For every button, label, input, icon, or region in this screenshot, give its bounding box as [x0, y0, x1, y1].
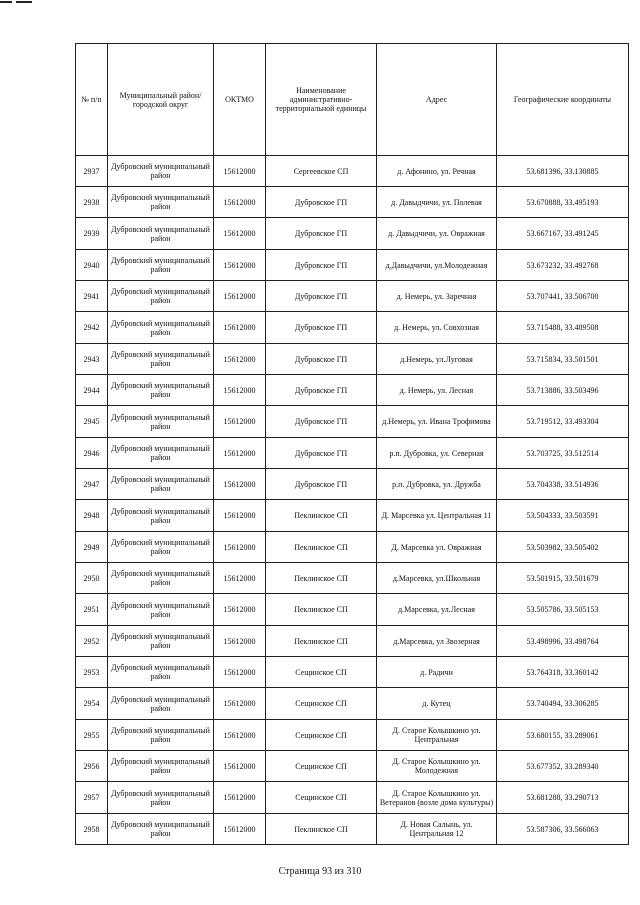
cell-district: Дубровский муниципальный район	[108, 187, 214, 218]
page-number	[0, 866, 640, 877]
cell-coords: 53.681288, 33.290713	[497, 782, 629, 814]
cell-address: д. Немерь, ул. Лесная	[377, 375, 497, 406]
cell-coords: 53.505786, 33.505153	[497, 594, 629, 626]
cell-num: 2956	[76, 751, 108, 782]
cell-address: д.Немерь, ул. Ивана Трофимова	[377, 406, 497, 438]
table-row	[76, 156, 629, 187]
cell-oktmo: 15612000	[214, 281, 266, 312]
cell-unit: Пеклинское СП	[266, 563, 377, 594]
cell-address: Д. Старое Колышкино ул. Ветеранов (возле дома культуры)	[377, 782, 497, 814]
cell-oktmo: 15612000	[214, 563, 266, 594]
cell-unit: Дубровское ГП	[266, 406, 377, 438]
cell-district: Дубровский муниципальный район	[108, 782, 214, 814]
cell-coords: 53.673232, 33.492768	[497, 250, 629, 281]
table-row	[76, 594, 629, 626]
cell-unit: Дубровское ГП	[266, 438, 377, 469]
cell-coords: 53.498996, 33.498764	[497, 626, 629, 657]
cell-address: д. Немерь, ул. Совхозная	[377, 312, 497, 344]
cell-oktmo: 15612000	[214, 751, 266, 782]
cell-district: Дубровский муниципальный район	[108, 500, 214, 532]
cell-coords: 53.703725, 33.512514	[497, 438, 629, 469]
cell-coords: 53.764318, 33.360142	[497, 657, 629, 688]
cell-num: 2949	[76, 532, 108, 563]
cell-district: Дубровский муниципальный район	[108, 657, 214, 688]
cell-address: д.Давыдчичи, ул.Молодежная	[377, 250, 497, 281]
cell-unit: Сещинское СП	[266, 720, 377, 751]
table-row	[76, 469, 629, 500]
cell-num: 2954	[76, 688, 108, 720]
cell-address: Д. Старое Колышкино ул. Центральная	[377, 720, 497, 751]
cell-address: д.Марсевка, ул.Лесная	[377, 594, 497, 626]
cell-district: Дубровский муниципальный район	[108, 594, 214, 626]
table-row	[76, 751, 629, 782]
cell-oktmo: 15612000	[214, 375, 266, 406]
table-row	[76, 312, 629, 344]
cell-address: д.Марсевка, ул Звозерная	[377, 626, 497, 657]
cell-address: д. Немерь, ул. Заречная	[377, 281, 497, 312]
table-row	[76, 532, 629, 563]
cell-oktmo: 15612000	[214, 218, 266, 250]
cell-unit: Сещинское СП	[266, 782, 377, 814]
cell-district: Дубровский муниципальный район	[108, 156, 214, 187]
cell-coords: 53.707441, 33.506700	[497, 281, 629, 312]
cell-unit: Дубровское ГП	[266, 218, 377, 250]
cell-oktmo: 15612000	[214, 312, 266, 344]
cell-coords: 53.715834, 33.501501	[497, 344, 629, 375]
table-row	[76, 250, 629, 281]
page-current: 93	[322, 866, 333, 877]
cell-num: 2940	[76, 250, 108, 281]
cell-unit: Сещинское СП	[266, 751, 377, 782]
header-unit: Наименование административно-территориальной единицы	[266, 44, 377, 156]
table-row	[76, 626, 629, 657]
table-row	[76, 281, 629, 312]
cell-num: 2937	[76, 156, 108, 187]
cell-oktmo: 15612000	[214, 532, 266, 563]
cell-address: р.п. Дубровка, ул. Северная	[377, 438, 497, 469]
table-row	[76, 406, 629, 438]
cell-district: Дубровский муниципальный район	[108, 312, 214, 344]
cell-num: 2953	[76, 657, 108, 688]
table-row	[76, 344, 629, 375]
cell-unit: Дубровское ГП	[266, 469, 377, 500]
cell-coords: 53.667167, 33.491245	[497, 218, 629, 250]
cell-oktmo: 15612000	[214, 594, 266, 626]
cell-address: д. Давыдчичи, ул. Овражная	[377, 218, 497, 250]
table-row	[76, 688, 629, 720]
table-header	[76, 44, 629, 156]
cell-unit: Сергеевское СП	[266, 156, 377, 187]
table-body	[76, 156, 629, 845]
cell-coords: 53.587306, 33.566063	[497, 814, 629, 845]
cell-unit: Сещинское СП	[266, 657, 377, 688]
cell-coords: 53.740494, 33.306285	[497, 688, 629, 720]
cell-oktmo: 15612000	[214, 720, 266, 751]
cell-unit: Пеклинское СП	[266, 532, 377, 563]
cell-district: Дубровский муниципальный район	[108, 563, 214, 594]
cell-coords: 53.680155, 33.289061	[497, 720, 629, 751]
cell-num: 2946	[76, 438, 108, 469]
cell-unit: Пеклинское СП	[266, 594, 377, 626]
cell-coords: 53.677352, 33.289340	[497, 751, 629, 782]
cell-unit: Пеклинское СП	[266, 814, 377, 845]
cell-coords: 53.681396, 33.130885	[497, 156, 629, 187]
cell-num: 2942	[76, 312, 108, 344]
cell-num: 2944	[76, 375, 108, 406]
cell-num: 2952	[76, 626, 108, 657]
cell-coords: 53.713886, 33.503496	[497, 375, 629, 406]
cell-district: Дубровский муниципальный район	[108, 626, 214, 657]
header-district: Муниципальный район/городской округ	[108, 44, 214, 156]
cell-oktmo: 15612000	[214, 500, 266, 532]
table-row	[76, 218, 629, 250]
cell-num: 2958	[76, 814, 108, 845]
cell-district: Дубровский муниципальный район	[108, 438, 214, 469]
header-address: Адрес	[377, 44, 497, 156]
cell-oktmo: 15612000	[214, 688, 266, 720]
cell-coords: 53.715488, 33.489508	[497, 312, 629, 344]
cell-district: Дубровский муниципальный район	[108, 250, 214, 281]
cell-unit: Дубровское ГП	[266, 375, 377, 406]
cell-num: 2957	[76, 782, 108, 814]
cell-unit: Пеклинское СП	[266, 626, 377, 657]
cell-oktmo: 15612000	[214, 626, 266, 657]
cell-district: Дубровский муниципальный район	[108, 814, 214, 845]
cell-num: 2938	[76, 187, 108, 218]
cell-unit: Дубровское ГП	[266, 312, 377, 344]
cell-district: Дубровский муниципальный район	[108, 688, 214, 720]
page-of: из	[334, 866, 344, 877]
cell-address: д. Радичи	[377, 657, 497, 688]
cell-address: Д. Марсевка ул. Центральная 11	[377, 500, 497, 532]
table-row	[76, 563, 629, 594]
cell-coords: 53.670888, 33.495193	[497, 187, 629, 218]
header-coords: Географические координаты	[497, 44, 629, 156]
cell-address: Д. Старое Колышкино ул. Молодежная	[377, 751, 497, 782]
table-row	[76, 375, 629, 406]
page-total: 310	[346, 866, 362, 877]
cell-oktmo: 15612000	[214, 187, 266, 218]
cell-district: Дубровский муниципальный район	[108, 751, 214, 782]
header-num: № п/п	[76, 44, 108, 156]
cell-coords: 53.704338, 33.514936	[497, 469, 629, 500]
cell-unit: Дубровское ГП	[266, 187, 377, 218]
table-row	[76, 500, 629, 532]
cell-num: 2951	[76, 594, 108, 626]
cell-unit: Дубровское ГП	[266, 281, 377, 312]
cell-unit: Дубровское ГП	[266, 344, 377, 375]
table-row	[76, 814, 629, 845]
cell-num: 2941	[76, 281, 108, 312]
table-row	[76, 187, 629, 218]
cell-unit: Дубровское ГП	[266, 250, 377, 281]
cell-district: Дубровский муниципальный район	[108, 406, 214, 438]
cell-address: д. Кутец	[377, 688, 497, 720]
scan-corner-mark	[0, 0, 34, 4]
cell-num: 2939	[76, 218, 108, 250]
cell-district: Дубровский муниципальный район	[108, 344, 214, 375]
cell-oktmo: 15612000	[214, 344, 266, 375]
cell-oktmo: 15612000	[214, 406, 266, 438]
header-row	[76, 44, 629, 156]
cell-district: Дубровский муниципальный район	[108, 532, 214, 563]
cell-address: д.Немерь, ул.Луговая	[377, 344, 497, 375]
cell-num: 2950	[76, 563, 108, 594]
cell-unit: Пеклинское СП	[266, 500, 377, 532]
cell-district: Дубровский муниципальный район	[108, 218, 214, 250]
cell-num: 2948	[76, 500, 108, 532]
cell-unit: Сещинское СП	[266, 688, 377, 720]
cell-oktmo: 15612000	[214, 814, 266, 845]
cell-district: Дубровский муниципальный район	[108, 281, 214, 312]
table-row	[76, 657, 629, 688]
registry-table	[75, 43, 629, 845]
cell-address: Д. Новая Салынь, ул. Центральная 12	[377, 814, 497, 845]
cell-coords: 53.501915, 33.501679	[497, 563, 629, 594]
cell-oktmo: 15612000	[214, 250, 266, 281]
cell-num: 2947	[76, 469, 108, 500]
cell-oktmo: 15612000	[214, 657, 266, 688]
page-label: Страница	[278, 866, 320, 877]
cell-oktmo: 15612000	[214, 438, 266, 469]
cell-oktmo: 15612000	[214, 156, 266, 187]
table-row	[76, 438, 629, 469]
cell-district: Дубровский муниципальный район	[108, 375, 214, 406]
cell-district: Дубровский муниципальный район	[108, 469, 214, 500]
table-row	[76, 720, 629, 751]
cell-oktmo: 15612000	[214, 469, 266, 500]
header-oktmo: ОКТМО	[214, 44, 266, 156]
cell-coords: 53.719512, 33.493304	[497, 406, 629, 438]
cell-address: Д. Марсевка ул. Овражная	[377, 532, 497, 563]
cell-district: Дубровский муниципальный район	[108, 720, 214, 751]
cell-address: р.п. Дубровка, ул. Дружба	[377, 469, 497, 500]
cell-address: д. Давыдчичи, ул. Полевая	[377, 187, 497, 218]
cell-address: д. Афонино, ул. Речная	[377, 156, 497, 187]
table-row	[76, 782, 629, 814]
cell-coords: 53.503982, 33.505402	[497, 532, 629, 563]
cell-address: д.Марсевка, ул.Школьная	[377, 563, 497, 594]
cell-num: 2955	[76, 720, 108, 751]
cell-oktmo: 15612000	[214, 782, 266, 814]
cell-num: 2945	[76, 406, 108, 438]
cell-num: 2943	[76, 344, 108, 375]
cell-coords: 53.504333, 33.503591	[497, 500, 629, 532]
